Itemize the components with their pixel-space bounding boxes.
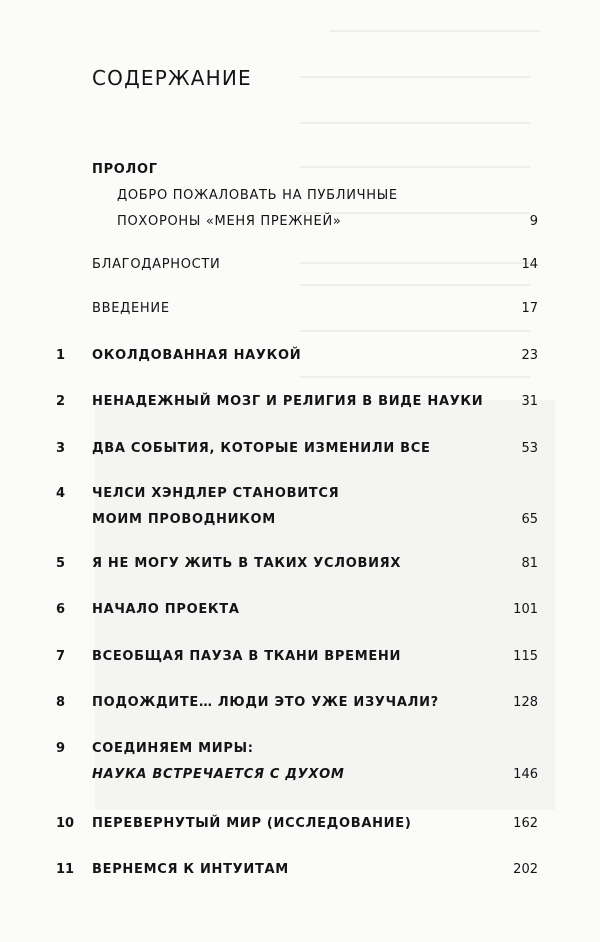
- toc-entry[interactable]: [0, 158, 600, 236]
- toc-entry-line: [0, 552, 600, 578]
- entry-title: НАЧАЛО ПРОЕКТА: [92, 602, 240, 617]
- toc-entry-line: [0, 437, 600, 463]
- page-number: 23: [521, 348, 538, 363]
- page-number: 115: [513, 649, 538, 664]
- chapter-number: 3: [56, 441, 66, 456]
- page-number: 53: [521, 441, 538, 456]
- toc-entry-line: [0, 508, 600, 534]
- chapter-number: 2: [56, 394, 66, 409]
- entry-title: БЛАГОДАРНОСТИ: [92, 257, 221, 272]
- toc-entry-line: [0, 210, 600, 236]
- chapter-number: 9: [56, 741, 66, 756]
- toc-entry-line: [0, 184, 600, 210]
- entry-title: ПРОЛОГ: [92, 162, 158, 177]
- toc-entry[interactable]: [0, 598, 600, 624]
- toc-entry-line: [0, 390, 600, 416]
- entry-title: ПЕРЕВЕРНУТЫЙ МИР (ИССЛЕДОВАНИЕ): [92, 816, 412, 831]
- page-number: 101: [513, 602, 538, 617]
- toc-entry-line: [0, 158, 600, 184]
- chapter-number: 11: [56, 862, 75, 877]
- toc-entry-line: [0, 253, 600, 279]
- entry-title: СОЕДИНЯЕМ МИРЫ:: [92, 741, 254, 756]
- page-number: 202: [513, 862, 538, 877]
- toc-entry-line: [0, 858, 600, 884]
- entry-title: МОИМ ПРОВОДНИКОМ: [92, 512, 276, 527]
- page-number: 128: [513, 695, 538, 710]
- toc-entry-line: [0, 737, 600, 763]
- toc-entry[interactable]: [0, 253, 600, 279]
- page-number: 17: [521, 301, 538, 316]
- page-number: 162: [513, 816, 538, 831]
- page-number: 9: [529, 214, 538, 229]
- page-number: 14: [521, 257, 538, 272]
- entry-title: ПОХОРОНЫ «МЕНЯ ПРЕЖНЕЙ»: [117, 214, 342, 229]
- entry-title: ПОДОЖДИТЕ… ЛЮДИ ЭТО УЖЕ ИЗУЧАЛИ?: [92, 695, 439, 710]
- entry-title: ОКОЛДОВАННАЯ НАУКОЙ: [92, 348, 302, 363]
- toc-entry[interactable]: [0, 437, 600, 463]
- toc-entry[interactable]: [0, 482, 600, 534]
- toc-entry[interactable]: [0, 737, 600, 789]
- toc-entry[interactable]: [0, 297, 600, 323]
- entry-title: Я НЕ МОГУ ЖИТЬ В ТАКИХ УСЛОВИЯХ: [92, 556, 402, 571]
- page-number: 146: [513, 767, 538, 782]
- chapter-number: 10: [56, 816, 75, 831]
- page-title: СОДЕРЖАНИЕ: [92, 66, 252, 90]
- toc-entry[interactable]: [0, 812, 600, 838]
- toc-entry[interactable]: [0, 691, 600, 717]
- toc-entry[interactable]: [0, 645, 600, 671]
- page-number: 31: [521, 394, 538, 409]
- chapter-number: 7: [56, 649, 66, 664]
- entry-title: ДВА СОБЫТИЯ, КОТОРЫЕ ИЗМЕНИЛИ ВСЕ: [92, 441, 431, 456]
- toc-entry-line: [0, 598, 600, 624]
- toc-entry-line: [0, 763, 600, 789]
- chapter-number: 1: [56, 348, 66, 363]
- toc-entry[interactable]: [0, 552, 600, 578]
- toc-entry-line: [0, 812, 600, 838]
- page-number: 65: [521, 512, 538, 527]
- toc-entry-line: [0, 645, 600, 671]
- toc-entry[interactable]: [0, 858, 600, 884]
- entry-title: НАУКА ВСТРЕЧАЕТСЯ С ДУХОМ: [92, 767, 345, 782]
- chapter-number: 8: [56, 695, 66, 710]
- chapter-number: 5: [56, 556, 66, 571]
- toc-entry[interactable]: [0, 390, 600, 416]
- entry-title: ЧЕЛСИ ХЭНДЛЕР СТАНОВИТСЯ: [92, 486, 340, 501]
- toc-entry-line: [0, 482, 600, 508]
- entry-title: ВЕРНЕМСЯ К ИНТУИТАМ: [92, 862, 289, 877]
- toc-entry-line: [0, 344, 600, 370]
- toc-entry[interactable]: [0, 344, 600, 370]
- entry-title: НЕНАДЕЖНЫЙ МОЗГ И РЕЛИГИЯ В ВИДЕ НАУКИ: [92, 394, 484, 409]
- chapter-number: 6: [56, 602, 66, 617]
- toc-entry-line: [0, 297, 600, 323]
- entry-title: ВВЕДЕНИЕ: [92, 301, 170, 316]
- entry-title: ВСЕОБЩАЯ ПАУЗА В ТКАНИ ВРЕМЕНИ: [92, 649, 402, 664]
- toc-entry-line: [0, 691, 600, 717]
- entry-title: ДОБРО ПОЖАЛОВАТЬ НА ПУБЛИЧНЫЕ: [117, 188, 398, 203]
- chapter-number: 4: [56, 486, 66, 501]
- page-number: 81: [521, 556, 538, 571]
